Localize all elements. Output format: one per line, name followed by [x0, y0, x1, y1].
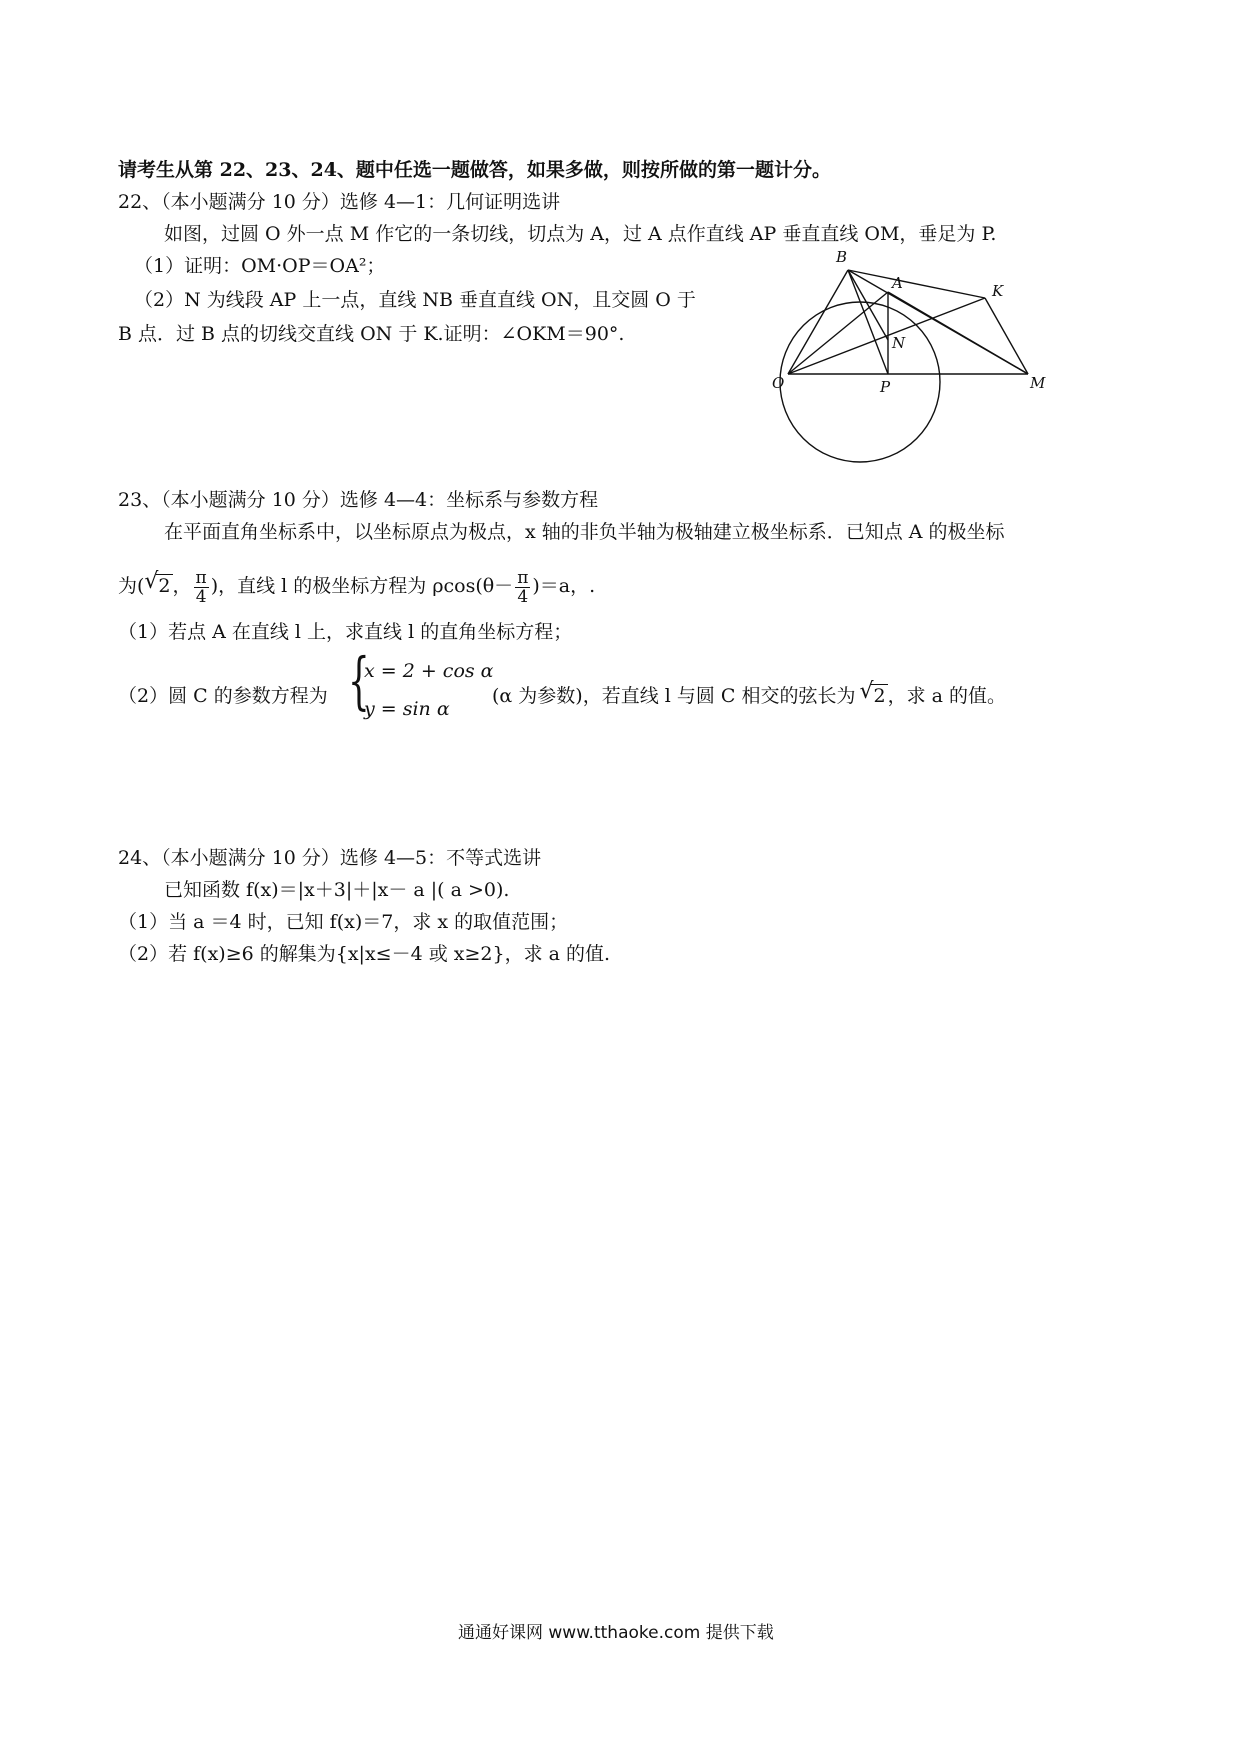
- q22-part2-line1: （2）N 为线段 AP 上一点，直线 NB 垂直直线 ON，且交圆 O 于: [134, 289, 696, 311]
- q22-part2-line2: B 点．过 B 点的切线交直线 ON 于 K.证明：∠OKM＝90°.: [118, 323, 625, 345]
- instruction-text: 请考生从第 22、23、24、题中任选一题做答，如果多做，则按所做的第一题计分。: [118, 159, 831, 181]
- param-eq-y: y = sin α: [364, 698, 450, 720]
- label-n: N: [892, 334, 906, 352]
- q22-stem: 如图，过圆 O 外一点 M 作它的一条切线，切点为 A，过 A 点作直线 AP 垂直直线 OM，垂足为 P.: [164, 223, 997, 245]
- circle-o: [780, 302, 940, 462]
- q24-header: 24、（本小题满分 10 分）选修 4—5：不等式选讲: [118, 847, 542, 869]
- label-b: B: [836, 248, 848, 266]
- label-o: O: [772, 374, 785, 392]
- geometry-diagram: [772, 248, 1080, 472]
- q23-part2-end: ，求 a 的值。: [887, 685, 1006, 707]
- label-m: M: [1030, 374, 1046, 392]
- label-p: P: [880, 378, 891, 396]
- sqrt-2-chord: √ 2: [859, 679, 886, 707]
- line-bp: [848, 270, 888, 374]
- fraction-pi-over-4-b: $\frac{\pi}{4}$: [517, 567, 529, 607]
- fraction-pi-over-4-a: $\frac{\pi}{4}$: [195, 567, 207, 607]
- param-eq-x: x = 2 + cos α: [364, 660, 494, 682]
- line-bk: [848, 270, 985, 298]
- q23-stem-line1: 在平面直角坐标系中，以坐标原点为极点，x 轴的非负半轴为极轴建立极坐标系．已知点 A 的极坐标: [164, 521, 1005, 543]
- label-k: K: [992, 282, 1004, 300]
- q22-geometry-figure: [772, 248, 1080, 476]
- left-brace-icon: {: [348, 644, 370, 717]
- label-a: A: [892, 274, 903, 292]
- q22-header: 22、（本小题满分 10 分）选修 4—1：几何证明选讲: [118, 191, 561, 213]
- comma: ，: [172, 575, 192, 597]
- q24-stem: 已知函数 f(x)＝|x＋3|＋|x－ a |( a >0).: [164, 879, 510, 901]
- line-oa: [788, 292, 888, 374]
- q23-part2-rest: [492, 679, 1006, 708]
- footer-text: 通通好课网 www.tthaoke.com 提供下载: [458, 1623, 774, 1643]
- q23-header: 23、（本小题满分 10 分）选修 4—4：坐标系与参数方程: [118, 489, 599, 511]
- q23-part2-label: （2）圆 C 的参数方程为: [118, 685, 328, 707]
- sqrt-2-point: √ 2: [144, 569, 171, 597]
- q23-part2-text: (α 为参数)，若直线 l 与圆 C 相交的弦长为: [492, 685, 856, 707]
- line-ob: [788, 270, 848, 374]
- q23-stem-part-b: )，直线 l 的极坐标方程为 ρcos(θ－: [210, 575, 514, 597]
- q23-part1: （1）若点 A 在直线 l 上，求直线 l 的直角坐标方程；: [118, 621, 573, 643]
- q24-part1: （1）当 a ＝4 时，已知 f(x)＝7，求 x 的取值范围；: [118, 911, 569, 933]
- q23-stem-line2: [118, 566, 595, 606]
- q23-stem-part-a: 为(: [118, 575, 145, 597]
- line-ok: [788, 298, 985, 374]
- q24-part2: （2）若 f(x)≥6 的解集为{x|x≤－4 或 x≥2}，求 a 的值.: [118, 943, 611, 965]
- line-km: [985, 298, 1028, 374]
- q22-part1: （1）证明：OM·OP＝OA²；: [134, 255, 386, 277]
- q23-stem-part-c: )＝a，.: [532, 575, 596, 597]
